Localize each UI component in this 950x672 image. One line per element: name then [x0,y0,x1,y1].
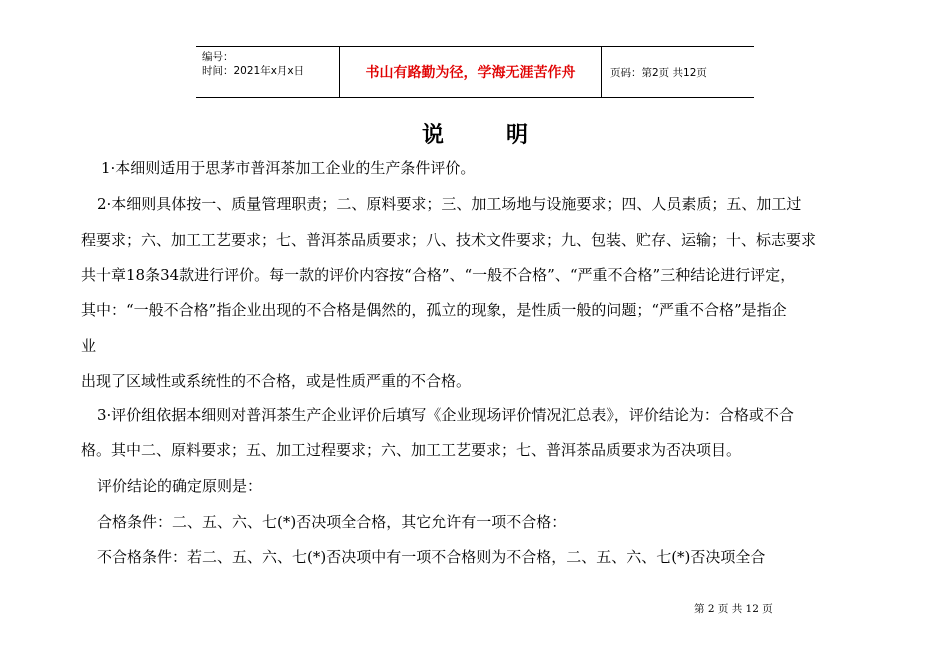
header-meta [196,47,340,97]
document-header [196,46,754,98]
paragraph-line: 2·本细则具体按一、质量管理职责；二、原料要求；三、加工场地与设施要求；四、人员素质；五、加工过 [97,195,802,213]
page-title: 说明 [421,122,590,148]
paragraph-line: 格。其中二、原料要求；五、加工过程要求；六、加工工艺要求；七、普洱茶品质要求为否决项目。 [81,441,742,459]
paragraph-line: 出现了区域性或系统性的不合格，或是性质严重的不合格。 [81,372,472,390]
paragraph-line: 合格条件：二、五、六、七(*)否决项全合格，其它允许有一项不合格： [97,513,567,531]
page-footer: 第 2 页 共 12 页 [694,603,773,615]
paragraph-line: 业 [81,337,97,355]
paragraph-line: 共十章18条34款进行评价。每一款的评价内容按“合格”、“一般不合格”、“严重不合格”三种结论进行评定， [81,266,796,284]
time-label: 时间：2021年x月x日 [202,65,305,77]
paragraph-line: 1·本细则适用于思茅市普洱茶加工企业的生产条件评价。 [101,159,476,177]
paragraph-line: 程要求；六、加工工艺要求；七、普洱茶品质要求；八、技术文件要求；九、包装、贮存、运输；十、标志要求 [81,231,817,249]
paragraph-line: 评价结论的确定原则是： [97,477,263,495]
paragraph-line: 不合格条件：若二、五、六、七(*)否决项中有一项不合格则为不合格，二、五、六、七(*)否决项全合 [97,548,766,566]
paragraph-line: 其中：“一般不合格”指企业出现的不合格是偶然的，孤立的现象，是性质一般的问题；“严重不合格”是指企 [81,301,787,319]
paragraph-line: 3·评价组依据本细则对普洱茶生产企业评价后填写《企业现场评价情况汇总表》，评价结论为：合格或不合 [97,406,794,424]
header-page-label: 页码：第2页 共12页 [610,66,707,79]
header-motto: 书山有路勤为径，学海无涯苦作舟 [340,47,602,97]
number-label: 编号： [202,51,234,63]
